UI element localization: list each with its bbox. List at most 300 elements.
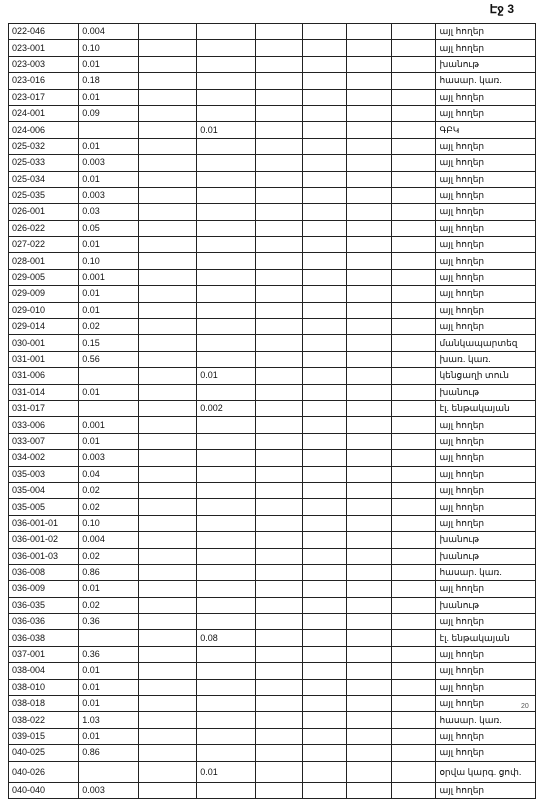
empty-cell [139, 646, 197, 662]
empty-cell [139, 40, 197, 56]
land-use-type-cell: այլ հողեր [436, 89, 536, 105]
empty-cell [302, 433, 347, 449]
empty-cell [391, 237, 436, 253]
empty-cell [302, 564, 347, 580]
empty-cell [256, 482, 303, 498]
parcel-code-cell: 039-015 [9, 728, 79, 744]
area-value-alt-cell: 0.01 [197, 368, 256, 384]
parcel-code-cell: 028-001 [9, 253, 79, 269]
land-use-type-cell: այլ հողեր [436, 482, 536, 498]
land-use-type-cell: այլ հողեր [436, 105, 536, 121]
land-use-type-cell: խանութ [436, 548, 536, 564]
empty-cell [391, 597, 436, 613]
empty-cell [302, 56, 347, 72]
table-row [9, 679, 536, 695]
empty-cell [139, 782, 197, 798]
table-row [9, 351, 536, 367]
empty-cell [139, 155, 197, 171]
area-value-alt-cell [197, 253, 256, 269]
empty-cell [391, 155, 436, 171]
parcel-code-cell: 035-003 [9, 466, 79, 482]
parcel-code-cell: 029-005 [9, 269, 79, 285]
empty-cell [256, 204, 303, 220]
empty-cell [391, 220, 436, 236]
land-use-type-cell: այլ հողեր [436, 515, 536, 531]
empty-cell [256, 466, 303, 482]
land-use-type-cell: օրվա կարգ. ցոփ. [436, 761, 536, 782]
land-use-type-cell: հասար. կառ. [436, 712, 536, 728]
empty-cell [391, 712, 436, 728]
area-value-cell: 0.01 [79, 89, 139, 105]
empty-cell [139, 24, 197, 40]
empty-cell [139, 433, 197, 449]
empty-cell [347, 745, 392, 761]
empty-cell [347, 302, 392, 318]
table-row [9, 712, 536, 728]
empty-cell [256, 646, 303, 662]
empty-cell [256, 335, 303, 351]
empty-cell [302, 745, 347, 761]
area-value-alt-cell [197, 515, 256, 531]
empty-cell [302, 597, 347, 613]
area-value-alt-cell [197, 663, 256, 679]
empty-cell [256, 73, 303, 89]
area-value-alt-cell [197, 433, 256, 449]
empty-cell [347, 24, 392, 40]
empty-cell [139, 319, 197, 335]
empty-cell [347, 466, 392, 482]
area-value-alt-cell [197, 782, 256, 798]
parcel-code-cell: 025-033 [9, 155, 79, 171]
empty-cell [256, 105, 303, 121]
empty-cell [256, 155, 303, 171]
land-use-type-cell: այլ հողեր [436, 319, 536, 335]
parcel-code-cell: 029-014 [9, 319, 79, 335]
table-row [9, 73, 536, 89]
parcel-code-cell: 040-025 [9, 745, 79, 761]
land-use-type-cell: հասար. կառ. [436, 73, 536, 89]
empty-cell [139, 466, 197, 482]
land-use-type-cell: այլ հողեր [436, 499, 536, 515]
empty-cell [302, 679, 347, 695]
land-use-type-cell: այլ հողեր [436, 155, 536, 171]
empty-cell [391, 515, 436, 531]
empty-cell [139, 335, 197, 351]
empty-cell [256, 532, 303, 548]
land-use-type-cell: այլ հողեր [436, 782, 536, 798]
parcel-code-cell: 029-009 [9, 286, 79, 302]
empty-cell [302, 646, 347, 662]
empty-cell [256, 679, 303, 695]
empty-cell [256, 269, 303, 285]
area-value-cell: 0.02 [79, 597, 139, 613]
land-use-type-cell: այլ հողեր [436, 581, 536, 597]
empty-cell [302, 368, 347, 384]
empty-cell [302, 319, 347, 335]
empty-cell [347, 56, 392, 72]
empty-cell [302, 138, 347, 154]
parcel-code-cell: 024-006 [9, 122, 79, 138]
land-use-type-cell: այլ հողեր [436, 433, 536, 449]
empty-cell [391, 728, 436, 744]
empty-cell [256, 782, 303, 798]
area-value-alt-cell [197, 40, 256, 56]
land-use-type-cell: մանկապարտեզ [436, 335, 536, 351]
empty-cell [256, 696, 303, 712]
parcel-code-cell: 038-010 [9, 679, 79, 695]
empty-cell [256, 351, 303, 367]
area-value-alt-cell [197, 696, 256, 712]
empty-cell [391, 302, 436, 318]
land-use-type-cell: այլ հողեր [436, 679, 536, 695]
area-value-cell: 0.36 [79, 646, 139, 662]
area-value-cell: 0.01 [79, 663, 139, 679]
empty-cell [256, 450, 303, 466]
empty-cell [347, 368, 392, 384]
empty-cell [347, 89, 392, 105]
area-value-alt-cell [197, 302, 256, 318]
area-value-alt-cell [197, 105, 256, 121]
empty-cell [391, 368, 436, 384]
empty-cell [139, 761, 197, 782]
table-row [9, 581, 536, 597]
empty-cell [391, 696, 436, 712]
area-value-cell: 1.03 [79, 712, 139, 728]
table-row [9, 286, 536, 302]
empty-cell [391, 548, 436, 564]
land-use-type-cell: էլ. ենթակայան [436, 630, 536, 646]
empty-cell [139, 56, 197, 72]
area-value-cell: 0.01 [79, 237, 139, 253]
empty-cell [139, 581, 197, 597]
empty-cell [302, 400, 347, 416]
empty-cell [256, 564, 303, 580]
area-value-cell: 0.001 [79, 417, 139, 433]
empty-cell [302, 237, 347, 253]
empty-cell [139, 122, 197, 138]
empty-cell [256, 597, 303, 613]
area-value-alt-cell [197, 499, 256, 515]
land-use-type-cell: այլ հողեր [436, 187, 536, 203]
empty-cell [391, 782, 436, 798]
empty-cell [347, 417, 392, 433]
empty-cell [391, 253, 436, 269]
area-value-cell: 0.02 [79, 482, 139, 498]
empty-cell [256, 56, 303, 72]
land-use-type-cell: էլ. ենթակայան [436, 400, 536, 416]
empty-cell [347, 220, 392, 236]
empty-cell [139, 728, 197, 744]
empty-cell [391, 663, 436, 679]
empty-cell [347, 122, 392, 138]
land-use-type-cell: այլ հողեր [436, 417, 536, 433]
land-use-type-cell: այլ հողեր [436, 663, 536, 679]
area-value-alt-cell: 0.002 [197, 400, 256, 416]
empty-cell [302, 614, 347, 630]
area-value-cell: 0.04 [79, 466, 139, 482]
parcel-code-cell: 022-046 [9, 24, 79, 40]
empty-cell [347, 679, 392, 695]
empty-cell [256, 728, 303, 744]
table-row [9, 499, 536, 515]
parcel-code-cell: 031-001 [9, 351, 79, 367]
empty-cell [302, 482, 347, 498]
empty-cell [391, 532, 436, 548]
area-value-cell: 0.01 [79, 728, 139, 744]
empty-cell [347, 204, 392, 220]
empty-cell [347, 548, 392, 564]
empty-cell [139, 351, 197, 367]
land-use-type-cell: այլ հողեր [436, 171, 536, 187]
area-value-alt-cell [197, 89, 256, 105]
empty-cell [256, 417, 303, 433]
empty-cell [256, 122, 303, 138]
area-value-cell: 0.001 [79, 269, 139, 285]
empty-cell [391, 646, 436, 662]
table-row [9, 400, 536, 416]
area-value-cell: 0.02 [79, 499, 139, 515]
empty-cell [391, 40, 436, 56]
empty-cell [347, 73, 392, 89]
empty-cell [391, 187, 436, 203]
land-use-type-cell: այլ հողեր [436, 40, 536, 56]
parcel-code-cell: 036-036 [9, 614, 79, 630]
land-use-type-cell: այլ հողեր [436, 728, 536, 744]
area-value-alt-cell [197, 597, 256, 613]
empty-cell [256, 630, 303, 646]
empty-cell [256, 319, 303, 335]
area-value-alt-cell [197, 745, 256, 761]
empty-cell [139, 105, 197, 121]
area-value-alt-cell [197, 417, 256, 433]
area-value-cell: 0.01 [79, 696, 139, 712]
empty-cell [391, 417, 436, 433]
empty-cell [139, 548, 197, 564]
area-value-alt-cell: 0.08 [197, 630, 256, 646]
empty-cell [391, 24, 436, 40]
land-use-type-cell: այլ հողեր [436, 466, 536, 482]
area-value-cell: 0.003 [79, 187, 139, 203]
empty-cell [256, 171, 303, 187]
empty-cell [139, 89, 197, 105]
empty-cell [139, 614, 197, 630]
empty-cell [256, 515, 303, 531]
parcel-code-cell: 040-026 [9, 761, 79, 782]
table-row [9, 89, 536, 105]
area-value-cell: 0.18 [79, 73, 139, 89]
parcel-code-cell: 033-007 [9, 433, 79, 449]
empty-cell [302, 269, 347, 285]
parcel-code-cell: 036-009 [9, 581, 79, 597]
empty-cell [139, 679, 197, 695]
land-use-type-cell: այլ հողեր [436, 220, 536, 236]
area-value-cell: 0.01 [79, 302, 139, 318]
empty-cell [139, 368, 197, 384]
empty-cell [256, 499, 303, 515]
table-row [9, 417, 536, 433]
empty-cell [347, 286, 392, 302]
empty-cell [391, 89, 436, 105]
empty-cell [391, 286, 436, 302]
table-row [9, 564, 536, 580]
area-value-alt-cell [197, 286, 256, 302]
empty-cell [302, 351, 347, 367]
parcel-code-cell: 036-001-03 [9, 548, 79, 564]
empty-cell [391, 105, 436, 121]
empty-cell [302, 499, 347, 515]
empty-cell [391, 204, 436, 220]
area-value-cell: 0.05 [79, 220, 139, 236]
area-value-cell: 0.004 [79, 532, 139, 548]
empty-cell [139, 73, 197, 89]
parcel-code-cell: 036-008 [9, 564, 79, 580]
empty-cell [302, 581, 347, 597]
margin-note: 20 [521, 703, 529, 710]
empty-cell [347, 515, 392, 531]
empty-cell [347, 187, 392, 203]
parcel-code-cell: 025-035 [9, 187, 79, 203]
parcel-code-cell: 036-001-01 [9, 515, 79, 531]
empty-cell [347, 253, 392, 269]
empty-cell [256, 187, 303, 203]
empty-cell [347, 155, 392, 171]
parcel-code-cell: 031-006 [9, 368, 79, 384]
table-row [9, 319, 536, 335]
table-row [9, 56, 536, 72]
empty-cell [256, 761, 303, 782]
land-use-type-cell: այլ հողեր [436, 614, 536, 630]
area-value-alt-cell [197, 581, 256, 597]
empty-cell [256, 663, 303, 679]
empty-cell [139, 286, 197, 302]
empty-cell [302, 220, 347, 236]
empty-cell [391, 614, 436, 630]
parcel-code-cell: 035-004 [9, 482, 79, 498]
area-value-alt-cell [197, 335, 256, 351]
empty-cell [302, 450, 347, 466]
parcel-code-cell: 026-022 [9, 220, 79, 236]
table-row [9, 482, 536, 498]
empty-cell [391, 450, 436, 466]
area-value-cell: 0.10 [79, 515, 139, 531]
empty-cell [256, 302, 303, 318]
empty-cell [347, 40, 392, 56]
area-value-alt-cell [197, 204, 256, 220]
parcel-code-cell: 023-016 [9, 73, 79, 89]
table-row [9, 24, 536, 40]
area-value-alt-cell [197, 138, 256, 154]
empty-cell [347, 138, 392, 154]
parcel-code-cell: 035-005 [9, 499, 79, 515]
empty-cell [256, 237, 303, 253]
empty-cell [256, 745, 303, 761]
empty-cell [139, 417, 197, 433]
empty-cell [139, 269, 197, 285]
empty-cell [139, 745, 197, 761]
land-use-type-cell: այլ հողեր [436, 138, 536, 154]
area-value-alt-cell [197, 187, 256, 203]
table-row [9, 532, 536, 548]
area-value-cell [79, 122, 139, 138]
empty-cell [347, 400, 392, 416]
empty-cell [347, 581, 392, 597]
area-value-alt-cell [197, 73, 256, 89]
empty-cell [256, 433, 303, 449]
empty-cell [256, 220, 303, 236]
area-value-cell: 0.003 [79, 782, 139, 798]
parcel-code-cell: 040-040 [9, 782, 79, 798]
land-use-type-cell: խանութ [436, 597, 536, 613]
empty-cell [347, 433, 392, 449]
parcel-code-cell: 033-006 [9, 417, 79, 433]
parcel-code-cell: 038-022 [9, 712, 79, 728]
area-value-alt-cell [197, 56, 256, 72]
empty-cell [391, 761, 436, 782]
empty-cell [139, 204, 197, 220]
empty-cell [391, 679, 436, 695]
empty-cell [302, 532, 347, 548]
empty-cell [302, 630, 347, 646]
land-parcel-table [8, 23, 536, 799]
area-value-cell: 0.09 [79, 105, 139, 121]
area-value-cell: 0.86 [79, 564, 139, 580]
empty-cell [139, 253, 197, 269]
parcel-code-cell: 034-002 [9, 450, 79, 466]
land-use-type-cell: այլ հողեր [436, 450, 536, 466]
empty-cell [302, 24, 347, 40]
empty-cell [347, 351, 392, 367]
area-value-alt-cell [197, 532, 256, 548]
table-row [9, 269, 536, 285]
land-use-type-cell: խառ. կառ. [436, 351, 536, 367]
area-value-alt-cell [197, 351, 256, 367]
empty-cell [256, 40, 303, 56]
table-row [9, 646, 536, 662]
table-row [9, 368, 536, 384]
empty-cell [347, 782, 392, 798]
empty-cell [256, 712, 303, 728]
area-value-cell: 0.01 [79, 679, 139, 695]
empty-cell [302, 466, 347, 482]
area-value-cell: 0.15 [79, 335, 139, 351]
empty-cell [302, 73, 347, 89]
table-row [9, 40, 536, 56]
area-value-alt-cell [197, 466, 256, 482]
parcel-code-cell: 027-022 [9, 237, 79, 253]
empty-cell [391, 171, 436, 187]
area-value-alt-cell [197, 548, 256, 564]
empty-cell [391, 138, 436, 154]
land-use-type-cell: խանութ [436, 56, 536, 72]
empty-cell [347, 564, 392, 580]
table-row [9, 696, 536, 712]
parcel-code-cell: 025-032 [9, 138, 79, 154]
parcel-code-cell: 038-018 [9, 696, 79, 712]
area-value-cell [79, 368, 139, 384]
parcel-code-cell: 031-017 [9, 400, 79, 416]
empty-cell [391, 482, 436, 498]
land-use-type-cell: այլ հողեր [436, 269, 536, 285]
empty-cell [302, 253, 347, 269]
empty-cell [139, 499, 197, 515]
empty-cell [139, 220, 197, 236]
table-row [9, 433, 536, 449]
empty-cell [347, 319, 392, 335]
table-row [9, 782, 536, 798]
empty-cell [347, 630, 392, 646]
empty-cell [347, 696, 392, 712]
empty-cell [256, 24, 303, 40]
